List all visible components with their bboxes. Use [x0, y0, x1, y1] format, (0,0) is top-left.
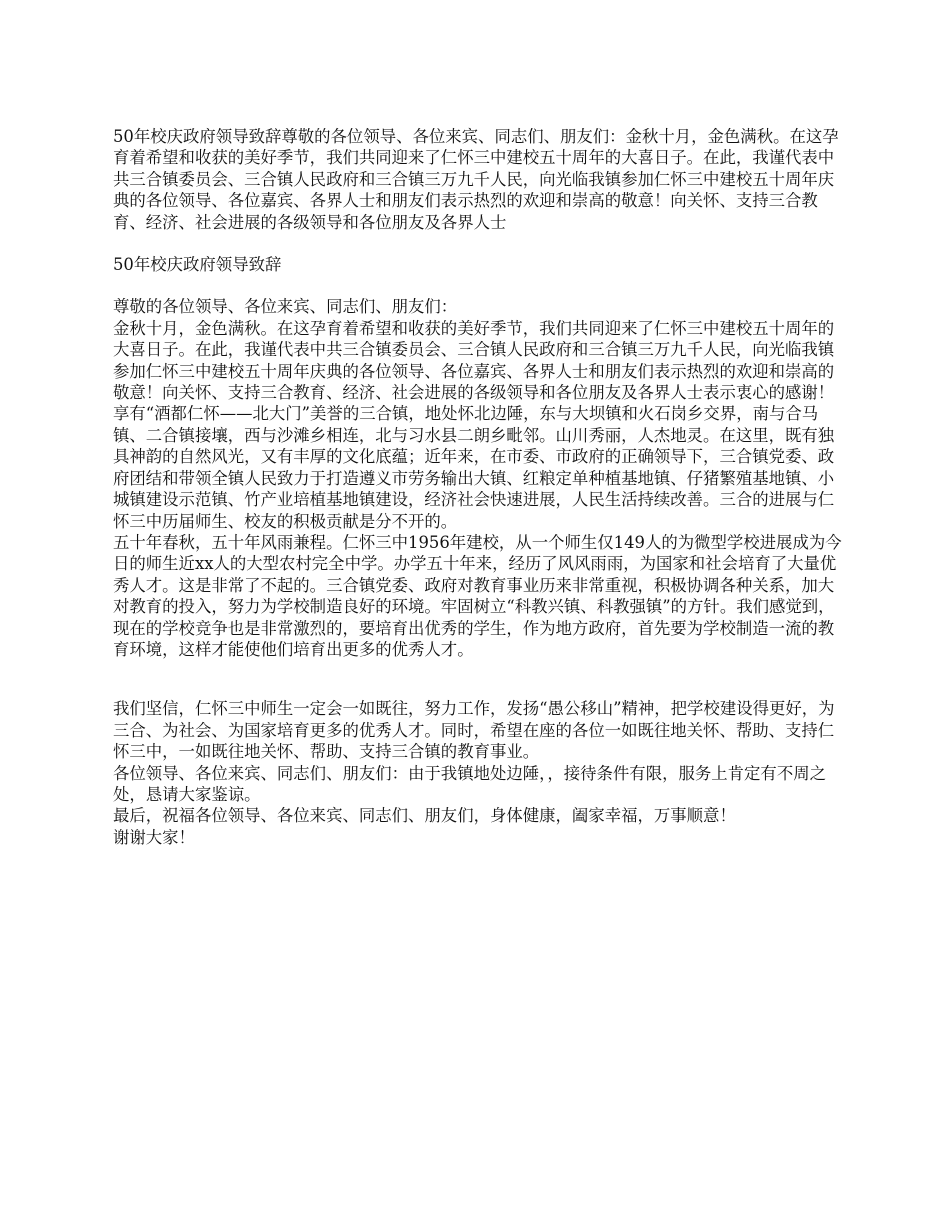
document-body: [113, 126, 843, 848]
intro-paragraph: 50年校庆政府领导致辞尊敬的各位领导、各位来宾、同志们、朋友们：金秋十月，金色满秋。在这孕育着希望和收获的美好季节，我们共同迎来了仁怀三中建校五十周年的大喜日子。在此，我谨代表中共三合镇委员会、三合镇人民政府和三合镇三万九千人民，向光临我镇参加仁怀三中建校五十周年庆典的各位领导、各位嘉宾、各界人士和朋友们表示热烈的欢迎和崇高的敬意！向关怀、支持三合教育、经济、社会进展的各级领导和各位朋友及各界人士: [113, 127, 839, 232]
paragraph-5: 各位领导、各位来宾、同志们、朋友们：由于我镇地处边陲，，接待条件有限，服务上肯定有不周之处，恳请大家鉴谅。: [113, 763, 826, 804]
paragraph-6: 最后，祝福各位领导、各位来宾、同志们、朋友们，身体健康，阖家幸福，万事顺意！: [113, 806, 736, 826]
paragraph-2: 享有“酒都仁怀——北大门”美誉的三合镇，地处怀北边陲，东与大坝镇和火石岗乡交界，南与合马镇、二合镇接壤，西与沙滩乡相连，北与习水县二朗乡毗邻。山川秀丽，人杰地灵。在这里，既有独具神韵的自然风光，又有丰厚的文化底蕴；近年来，在市委、市政府的正确领导下，三合镇党委、政府团结和带领全镇人民致力于打造遵义市劳务输出大镇、红粮定单种植基地镇、仔猪繁殖基地镇、小城镇建设示范镇、竹产业培植基地镇建设，经济社会快速进展，人民生活持续改善。三合的进展与仁怀三中历届师生、校友的积极贡献是分不开的。: [113, 404, 835, 531]
document-title: 50年校庆政府领导致辞: [113, 255, 282, 275]
paragraph-4: 我们坚信，仁怀三中师生一定会一如既往，努力工作，发扬“愚公移山”精神，把学校建设得更好，为三合、为社会、为国家培育更多的优秀人才。同时，希望在座的各位一如既往地关怀、帮助、支持仁怀三中，一如既往地关怀、帮助、支持三合镇的教育事业。: [113, 699, 835, 762]
paragraph-1: 金秋十月，金色满秋。在这孕育着希望和收获的美好季节，我们共同迎来了仁怀三中建校五十周年的大喜日子。在此，我谨代表中共三合镇委员会、三合镇人民政府和三合镇三万九千人民，向光临我镇参加仁怀三中建校五十周年庆典的各位领导、各位嘉宾、各界人士和朋友们表示热烈的欢迎和崇高的敬意！向关怀、支持三合教育、经济、社会进展的各级领导和各位朋友及各界人士表示衷心的感谢！: [113, 318, 835, 403]
closing-line: 谢谢大家！: [113, 827, 195, 847]
paragraph-3: 五十年春秋，五十年风雨兼程。仁怀三中1956年建校，从一个师生仅149人的为微型学校进展成为今日的师生近xx人的大型农村完全中学。办学五十年来，经历了风风雨雨，为国家和社会培育了大量优秀人才。这是非常了不起的。三合镇党委、政府对教育事业历来非常重视，积极协调各种关系，加大对教育的投入，努力为学校制造良好的环境。牢固树立“科教兴镇、科教强镇”的方针。我们感觉到，现在的学校竞争也是非常激烈的，要培育出优秀的学生，作为地方政府，首先要为学校制造一流的教育环境，这样才能使他们培育出更多的优秀人才。: [113, 532, 842, 659]
salutation: 尊敬的各位领导、各位来宾、同志们、朋友们：: [113, 297, 458, 317]
